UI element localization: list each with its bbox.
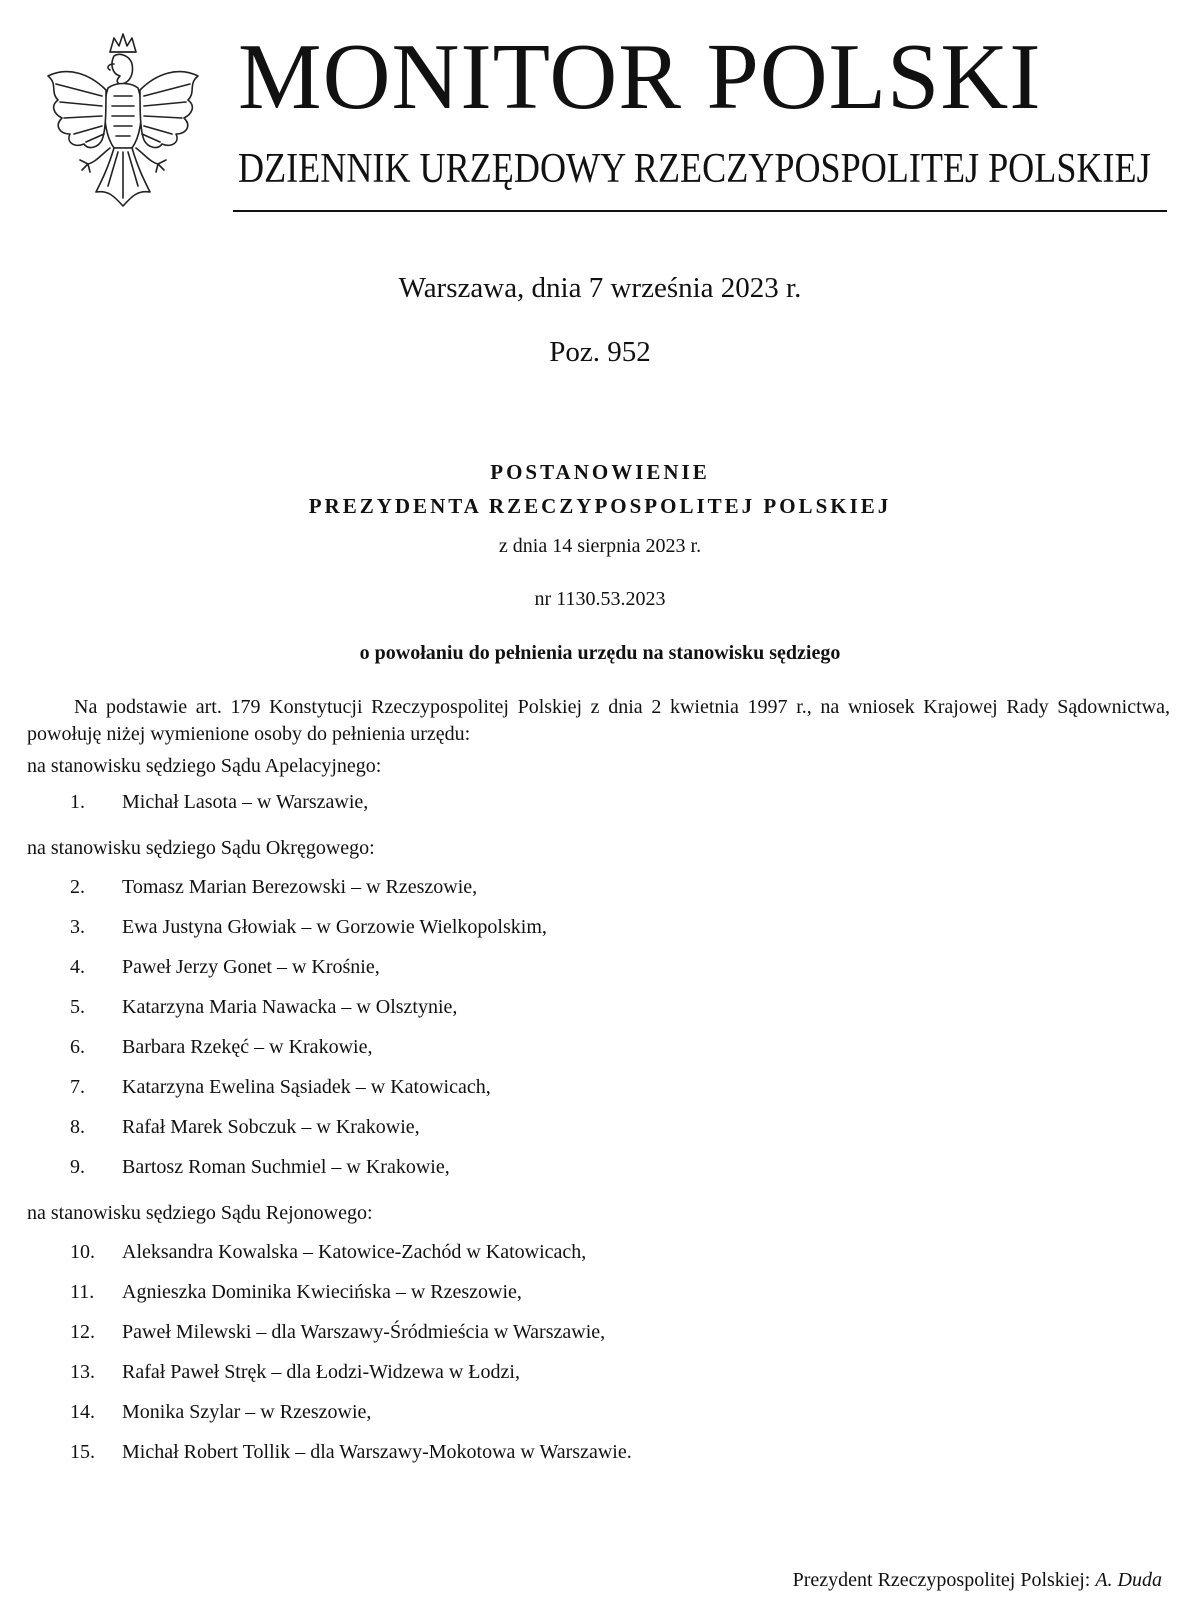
list-item-number: 11. <box>70 1281 95 1303</box>
act-type-heading: POSTANOWIENIE <box>490 460 710 484</box>
list-item-number: 1. <box>70 791 85 813</box>
list-item-number: 8. <box>70 1116 85 1138</box>
polish-eagle-emblem <box>38 30 208 220</box>
list-item-text: Rafał Paweł Stręk – dla Łodzi-Widzewa w Łodzi, <box>122 1361 520 1383</box>
list-item <box>70 1076 491 1104</box>
list-item <box>70 1321 605 1349</box>
signature-role: Prezydent Rzeczypospolitej Polskiej: <box>792 1569 1091 1591</box>
list-item <box>70 956 380 984</box>
section-heading-regional-court: na stanowisku sędziego Sądu Rejonowego: <box>27 1202 373 1224</box>
signature-block <box>793 1569 1162 1592</box>
list-item-text: Rafał Marek Sobczuk – w Krakowie, <box>122 1116 420 1138</box>
list-item-number: 2. <box>70 876 85 898</box>
list-item <box>70 1281 522 1309</box>
list-item-text: Michał Robert Tollik – dla Warszawy-Mokotowa w Warszawie. <box>122 1441 632 1463</box>
list-item-text: Agnieszka Dominika Kwiecińska – w Rzeszowie, <box>122 1281 522 1303</box>
act-number: nr 1130.53.2023 <box>534 588 666 610</box>
list-item-text: Paweł Jerzy Gonet – w Krośnie, <box>122 956 380 978</box>
list-item-text: Katarzyna Maria Nawacka – w Olsztynie, <box>122 996 458 1018</box>
list-item-number: 10. <box>70 1241 95 1263</box>
list-item <box>70 996 457 1024</box>
list-item-number: 4. <box>70 956 85 978</box>
list-item-text: Aleksandra Kowalska – Katowice-Zachód w Katowicach, <box>122 1241 587 1263</box>
list-item-text: Barbara Rzekęć – w Krakowie, <box>122 1036 373 1058</box>
list-item-text: Tomasz Marian Berezowski – w Rzeszowie, <box>122 876 478 898</box>
act-subject: o powołaniu do pełnienia urzędu na stanowisku sędziego <box>359 642 841 664</box>
list-item-text: Michał Lasota – w Warszawie, <box>122 791 369 813</box>
list-item <box>70 1036 372 1064</box>
section-heading-district-court: na stanowisku sędziego Sądu Okręgowego: <box>27 837 375 859</box>
list-item <box>70 1156 450 1184</box>
list-item <box>70 791 368 819</box>
list-item-number: 7. <box>70 1076 85 1098</box>
list-item <box>70 876 477 904</box>
list-item-number: 14. <box>70 1401 95 1423</box>
issue-date-line: Warszawa, dnia 7 września 2023 r. <box>398 272 802 304</box>
act-body-paragraph: Na podstawie art. 179 Konstytucji Rzeczypospolitej Polskiej z dnia 2 kwietnia 1997 r., na wniosek Krajowej Rady Sądownictwa, powołuję niżej wymienione osoby do pełnienia urzędu: <box>27 696 1170 745</box>
list-item-number: 15. <box>70 1441 95 1463</box>
list-item <box>70 916 547 944</box>
publication-subtitle: DZIENNIK URZĘDOWY RZECZYPOSPOLITEJ POLSKIEJ <box>238 146 1151 192</box>
publication-title: MONITOR POLSKI <box>238 25 1042 129</box>
list-item-text: Katarzyna Ewelina Sąsiadek – w Katowicach, <box>122 1076 491 1098</box>
act-issuer-heading: PREZYDENTA RZECZYPOSPOLITEJ POLSKIEJ <box>308 494 892 518</box>
list-item-number: 5. <box>70 996 85 1018</box>
act-date: z dnia 14 sierpnia 2023 r. <box>498 535 702 557</box>
list-item <box>70 1361 520 1389</box>
list-item-text: Bartosz Roman Suchmiel – w Krakowie, <box>122 1156 450 1178</box>
list-item-text: Ewa Justyna Głowiak – w Gorzowie Wielkopolskim, <box>122 916 547 938</box>
list-item-number: 13. <box>70 1361 95 1383</box>
list-item-number: 6. <box>70 1036 85 1058</box>
list-item-number: 9. <box>70 1156 85 1178</box>
signature-name: A. Duda <box>1095 1569 1162 1591</box>
list-item-number: 3. <box>70 916 85 938</box>
masthead-divider <box>233 210 1167 212</box>
list-item <box>70 1241 586 1269</box>
list-item <box>70 1116 420 1144</box>
masthead <box>30 22 1170 222</box>
list-item-text: Paweł Milewski – dla Warszawy-Śródmieścia w Warszawie, <box>122 1321 606 1343</box>
list-item-text: Monika Szylar – w Rzeszowie, <box>122 1401 372 1423</box>
list-item-number: 12. <box>70 1321 95 1343</box>
position-number: Poz. 952 <box>549 336 651 368</box>
section-heading-appeal-court: na stanowisku sędziego Sądu Apelacyjnego: <box>27 755 382 777</box>
list-item <box>70 1441 632 1469</box>
list-item <box>70 1401 371 1429</box>
